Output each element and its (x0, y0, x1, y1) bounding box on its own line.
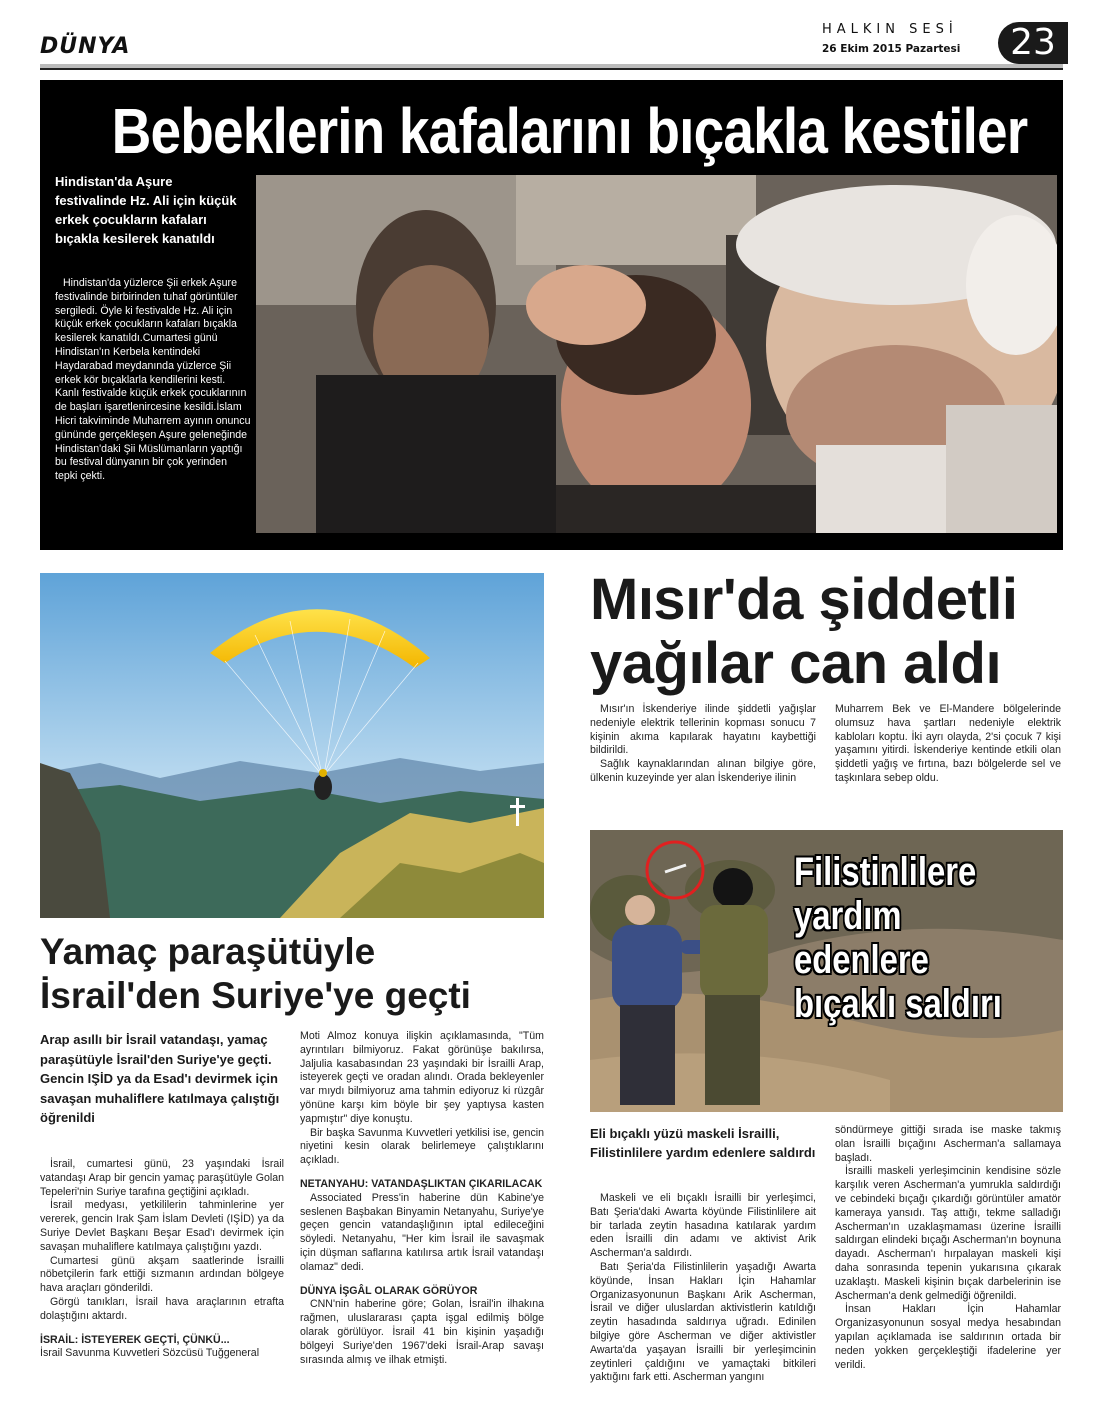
paraglider-headline-line1: Yamaç paraşütüyle (40, 931, 376, 972)
paraglider-paragraph: Moti Almoz konuya ilişkin açıklamasında, "Tüm ayrıntıları bilmiyoruz. Fakat görünüşe bakılırsa, Jaljulia kasabasından 23 yaşındaki bir İsrailli Arap, isteyerek geçti ve oradan alındı. Orada bekleyenler var mıydı bilmiyoruz ama tahmin ediyoruz ki rüzgâr yönüne karşı kim böyle bir şey yaptıysa kasten yapmıştır" diye konuştu. (300, 1030, 544, 1125)
filistin-column-2 (835, 1124, 1061, 1372)
filistin-headline-line: bıçaklı saldırı (794, 982, 1002, 1026)
masthead (822, 22, 1002, 55)
paraglider-paragraph: Associated Press'in haberine dün Kabine'ye seslenen Başbakan Binyamin Netanyahu, Suriye'ye geçen gencin vatandaşlığının iptal edileceğini söyledi. Netanyahu, "Her kim İsrail ile savaşmak için düşman saflarına katılırsa artık İsrail vatandaşı olamaz" dedi. (300, 1191, 544, 1273)
header-rule-dark (40, 68, 1063, 70)
page-number: 23 (998, 22, 1068, 64)
lead-story (40, 80, 1063, 550)
misir-paragraph: Mısır'ın İskenderiye ilinde şiddetli yağışlar nedeniyle elektrik tellerinin kopması sonucu 7 kişinin akıma kapılarak hayatını kaybettiği bildirildi. (590, 703, 816, 757)
filistin-headline-line: Filistinlilere (794, 850, 977, 894)
paraglider-deck: Arap asıllı bir İsrail vatandaşı, yamaç paraşütüyle İsrail'den Suriye'ye geçti. Gencin IŞİD ya da Esad'ı devirmek için savaşan muhaliflere katılmaya çalıştığı öğrenildi (40, 1032, 280, 1126)
lead-headline: Bebeklerin kafalarını bıçakla kestiler (111, 95, 1028, 167)
filistin-paragraph: Maskeli ve eli bıçaklı İsrailli bir yerleşimci, Batı Şeria'daki Awarta köyünde Filistinlilere ait bir tarlada zeytin hasadına katılarak yardım eden İsrailli din adamı ve aktivist Arik Ascherman'a saldırdı. (590, 1192, 816, 1260)
festival-photo-illustration (256, 175, 1057, 533)
paraglider-photo-illustration (40, 573, 544, 918)
paraglider-paragraph: İsrail medyası, yetkililerin tahminlerine yer vererek, gencin Irak Şam İslam Devleti (IŞİD) ya da Suriye Devlet Başkanı Beşar Esad'ı devirmek için savaşan muhaliflere katılmaya çalıştığını yazdı. (40, 1199, 284, 1253)
paraglider-headline-line2: İsrail'den Suriye'ye geçti (40, 975, 471, 1016)
misir-column-2 (835, 703, 1061, 786)
paraglider-photo (40, 573, 544, 918)
filistin-deck: Eli bıçaklı yüzü maskeli İsrailli, Filistinlilere yardım edenlere saldırdı (590, 1126, 816, 1160)
lead-deck: Hindistan'da Aşure festivalinde Hz. Ali için küçük erkek çocukların kafaları bıçakla kesilerek kanatıldı (55, 174, 237, 246)
filistin-headline-line: yardım (794, 894, 902, 938)
festival-photo (256, 175, 1057, 533)
lead-body: Hindistan'da yüzlerce Şii erkek Aşure festivalinde birbirinden tuhaf görüntüler sergiledi. Öyle ki festivalde Hz. Ali için küçük erkek çocukların kafaları bıçakla kesilerek kanatıldı.Cumartesi günü Hindistan'ın Kerbela kentindeki Haydarabad meydanında yüzlerce Şii erkek kör bıçaklarla kendilerini kesti. Kanlı festivalde küçük erkek çocuklarının de başları işaretlenircesine kesildi.İslam Hicri takviminde Muharrem ayının onuncu gününde gerçekleşen Aşure geleneğinde Hindistan'daki Şii Müslümanların yaptığı bu festival dünyanın bir çok yerinden tepki çekti. (55, 277, 251, 483)
section-label: DÜNYA (40, 34, 131, 59)
misir-headline-line1: Mısır'da şiddetli (590, 567, 1018, 632)
paraglider-paragraph: İsrail, cumartesi günü, 23 yaşındaki İsrail vatandaşı Arap bir gencin yamaç paraşütüyle Golan Tepeleri'nin Suriye tarafına geçtiğini açıkladı. (40, 1158, 284, 1198)
filistin-paragraph: söndürmeye gittiği sırada ise maske takmış olan İsrailli bıçağını Ascherman'a sallamaya başladı. (835, 1124, 1061, 1164)
misir-paragraph: Sağlık kaynaklarından alınan bilgiye göre, ülkenin kuzeyinde yer alan İskenderiye ilinin (590, 758, 816, 784)
misir-paragraph: Muharrem Bek ve El-Mandere bölgelerinde olumsuz hava şartları nedeniyle elektrik kabloları koptu. İki ayrı olayda, 2'si çocuk 7 kişi yaşamını yitirdi. İskenderiye kentinde etkili olan şiddetli yağış ve fırtına, bazı bölgelerde sel ve taşkınlara sebep oldu. (835, 703, 1061, 784)
paraglider-paragraph: İsrail Savunma Kuvvetleri Sözcüsü Tuğgeneral (40, 1347, 260, 1360)
paraglider-column-2 (300, 1030, 544, 1367)
misir-column-1 (590, 703, 816, 786)
newspaper-name: HALKIN SESİ (822, 22, 958, 37)
paraglider-paragraph: Bir başka Savunma Kuvvetleri yetkilisi ise, gencin niyetini kesin olarak belirlemeye çalıştıklarını açıkladı. (300, 1126, 544, 1167)
paraglider-subhead: DÜNYA İŞGÂL OLARAK GÖRÜYOR (300, 1284, 478, 1297)
issue-date: 26 Ekim 2015 Pazartesi (822, 43, 961, 55)
paraglider-paragraph: Görgü tanıkları, İsrail hava araçlarının etrafta dolaştığını aktardı. (40, 1295, 284, 1322)
paraglider-paragraph: Cumartesi günü akşam saatlerinde İsrailli nöbetçilerin fark ettiği sızmanın ardından bölgeye hava araçları gönderildi. (40, 1254, 284, 1295)
filistin-paragraph: İsrailli maskeli yerleşimcinin kendisine sözle karşılık veren Ascherman'a yumrukla saldırdığı ve cebindeki bıçağı çıkardığı görüntüler amatör kameraya yansıdı. Taş attığı, tekme salladığı Ascherman'ın uzaklaşmaması üzerine İsrailli saldırgan elindeki bıçağı Ascherman'ın boynuna dayadı. Ascherman'ı hırpalayan maskeli kişi daha sonrasında tepenin yukarısına çıkarak uzaklaştı. Maskeli kişinin bıçak darbelerinin ise Ascherman'a denk gelmediği öğrenildi. (835, 1165, 1061, 1302)
paraglider-subhead: İSRAİL: İSTEYEREK GEÇTİ, ÇÜNKÜ... (40, 1333, 230, 1346)
misir-headline-line2: yağılar can aldı (590, 631, 1002, 696)
filistin-paragraph: Batı Şeria'da Filistinlilerin yaşadığı Awarta köyünde, İnsan Hakları İçin Hahamlar Organizasyonunun Başkanı Arik Ascherman, İsrail ve diğer uluslardan aktivistlerin katıldığı zeytin hasadında saldırıya uğradı. Edinilen bilgiye göre Ascherman ve diğer aktivistler Awarta'da yaşayan İsrailli bir yerleşimcinin zeytinleri çaldığını ve yamaçtaki bitkileri yaktığını fark etti. Ascherman yangını (590, 1260, 816, 1384)
misir-headline (590, 568, 1070, 696)
filistin-column-1 (590, 1192, 816, 1385)
filistin-headline (794, 850, 1020, 1026)
paraglider-column-1 (40, 1158, 284, 1361)
paraglider-headline (40, 930, 560, 1018)
filistin-headline-line: edenlere (794, 938, 929, 982)
paraglider-subhead: NETANYAHU: VATANDAŞLIKTAN ÇIKARILACAK (300, 1177, 543, 1190)
paraglider-paragraph: CNN'nin haberine göre; Golan, İsrail'in ilhakına rağmen, uluslararası çapta işgal edilmiş bölge olarak görülüyor. İsrail 41 bin kişinin yaşadığı bölgeyi Suriye'den 1967'deki İsrail-Arap savaşı sırasında almış ve ilhak etmişti. (300, 1298, 544, 1366)
filistin-paragraph: İnsan Hakları İçin Hahamlar Organizasyonunun sosyal medya hesabından yapılan açıklamada ise saldırının ortada bir neden yokken gerçekleştiği ifadelerine yer verildi. (835, 1303, 1061, 1371)
